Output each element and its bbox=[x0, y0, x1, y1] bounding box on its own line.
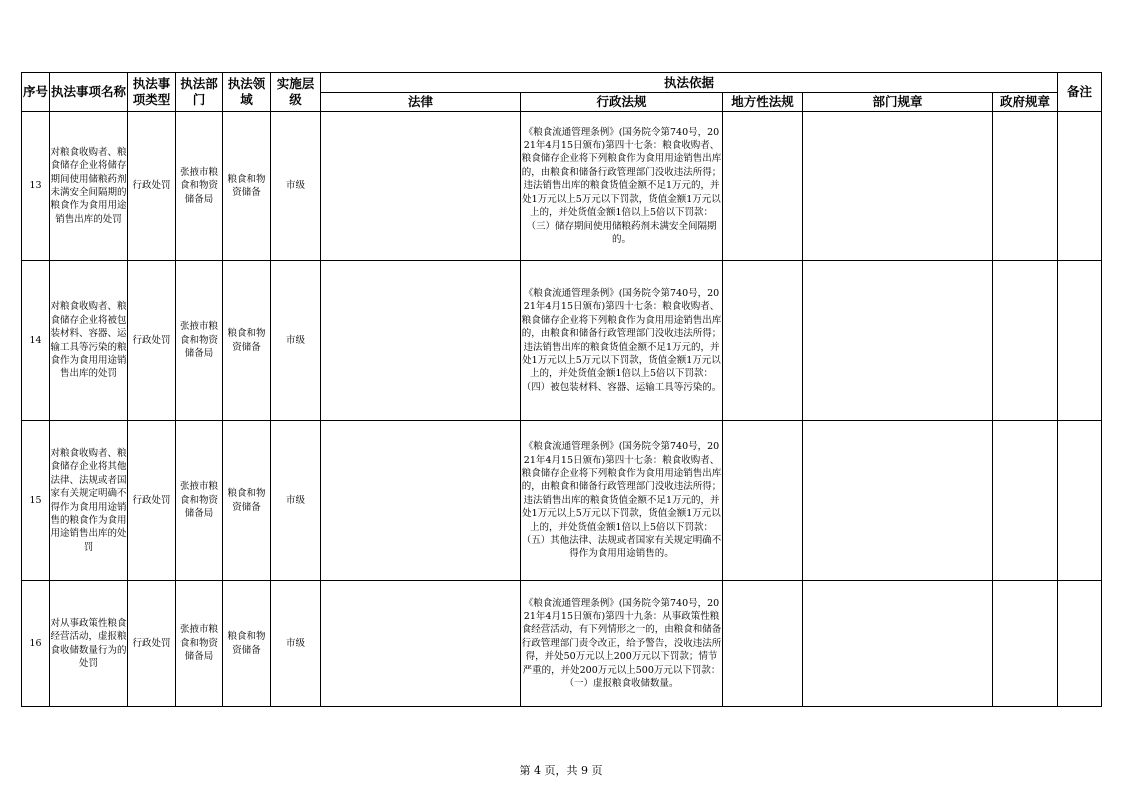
header-department: 执法部门 bbox=[176, 73, 223, 112]
row-item-type: 行政处罚 bbox=[128, 112, 176, 261]
row-level: 市级 bbox=[271, 261, 321, 421]
row-seq: 13 bbox=[22, 112, 50, 261]
row-remark bbox=[1058, 581, 1102, 707]
row-item-name: 对粮食收购者、粮食储存企业将被包装材料、容器、运输工具等污染的粮食作为食用用途销售出库的处罚 bbox=[50, 261, 128, 421]
header-level: 实施层级 bbox=[271, 73, 321, 112]
row-law bbox=[321, 261, 521, 421]
row-government-rule bbox=[993, 581, 1058, 707]
row-government-rule bbox=[993, 421, 1058, 581]
row-level: 市级 bbox=[271, 421, 321, 581]
row-law bbox=[321, 421, 521, 581]
header-seq: 序号 bbox=[22, 73, 50, 112]
row-admin-regulation: 《粮食流通管理条例》(国务院令第740号，2021年4月15日颁布)第四十七条：粮食收购者、粮食储存企业将下列粮食作为食用用途销售出库的，由粮食和储备行政管理部门没收违法所得；违法销售出库的粮食货值金额不足1万元的，并处1万元以上5万元以下罚款，货值金额1万元以上的，并处货值金额1倍以上5倍以下罚款：（五）其他法律、法规或者国家有关规定明确不得作为食用用途销售的。 bbox=[521, 421, 723, 581]
header-basis: 执法依据 bbox=[321, 73, 1058, 93]
table-row bbox=[22, 261, 1102, 421]
header-law: 法律 bbox=[321, 93, 521, 112]
row-department-rule bbox=[803, 421, 993, 581]
row-remark bbox=[1058, 261, 1102, 421]
row-field: 粮食和物资储备 bbox=[223, 581, 271, 707]
row-seq: 16 bbox=[22, 581, 50, 707]
row-item-name: 对从事政策性粮食经营活动，虚报粮食收储数量行为的处罚 bbox=[50, 581, 128, 707]
row-department-rule bbox=[803, 112, 993, 261]
row-item-name: 对粮食收购者、粮食储存企业将储存期间使用储粮药剂未满安全间隔期的粮食作为食用用途销售出库的处罚 bbox=[50, 112, 128, 261]
header-government-rule: 政府规章 bbox=[993, 93, 1058, 112]
row-field: 粮食和物资储备 bbox=[223, 112, 271, 261]
row-local-regulation bbox=[723, 112, 803, 261]
row-seq: 14 bbox=[22, 261, 50, 421]
row-level: 市级 bbox=[271, 581, 321, 707]
row-admin-regulation: 《粮食流通管理条例》(国务院令第740号，2021年4月15日颁布)第四十七条：粮食收购者、粮食储存企业将下列粮食作为食用用途销售出库的，由粮食和储备行政管理部门没收违法所得；违法销售出库的粮食货值金额不足1万元的，并处1万元以上5万元以下罚款，货值金额1万元以上的，并处货值金额1倍以上5倍以下罚款：（四）被包装材料、容器、运输工具等污染的。 bbox=[521, 261, 723, 421]
header-remark: 备注 bbox=[1058, 73, 1102, 112]
row-law bbox=[321, 581, 521, 707]
table-row bbox=[22, 112, 1102, 261]
row-field: 粮食和物资储备 bbox=[223, 261, 271, 421]
row-department: 张掖市粮食和物资储备局 bbox=[176, 421, 223, 581]
row-admin-regulation: 《粮食流通管理条例》(国务院令第740号，2021年4月15日颁布)第四十九条：从事政策性粮食经营活动，有下列情形之一的，由粮食和储备行政管理部门责令改正，给予警告，没收违法所得，并处50万元以上200万元以下罚款；情节严重的，并处200万元以上500万元以下罚款：（一）虚报粮食收储数量。 bbox=[521, 581, 723, 707]
page-number-footer: 第 4 页，共 9 页 bbox=[519, 764, 603, 777]
row-item-type: 行政处罚 bbox=[128, 581, 176, 707]
header-local-regulation: 地方性法规 bbox=[723, 93, 803, 112]
row-government-rule bbox=[993, 261, 1058, 421]
row-local-regulation bbox=[723, 261, 803, 421]
header-item-name: 执法事项名称 bbox=[50, 73, 128, 112]
row-admin-regulation: 《粮食流通管理条例》(国务院令第740号，2021年4月15日颁布)第四十七条：粮食收购者、粮食储存企业将下列粮食作为食用用途销售出库的，由粮食和储备行政管理部门没收违法所得；违法销售出库的粮食货值金额不足1万元的，并处1万元以上5万元以下罚款，货值金额1万元以上的，并处货值金额1倍以上5倍以下罚款：（三）储存期间使用储粮药剂未满安全间隔期的。 bbox=[521, 112, 723, 261]
header-department-rule: 部门规章 bbox=[803, 93, 993, 112]
row-department: 张掖市粮食和物资储备局 bbox=[176, 112, 223, 261]
row-government-rule bbox=[993, 112, 1058, 261]
enforcement-table bbox=[21, 72, 1102, 707]
row-department-rule bbox=[803, 581, 993, 707]
row-local-regulation bbox=[723, 421, 803, 581]
row-law bbox=[321, 112, 521, 261]
row-item-type: 行政处罚 bbox=[128, 421, 176, 581]
table-row bbox=[22, 421, 1102, 581]
header-admin-regulation: 行政法规 bbox=[521, 93, 723, 112]
row-remark bbox=[1058, 112, 1102, 261]
header-item-type: 执法事项类型 bbox=[128, 73, 176, 112]
header-field: 执法领域 bbox=[223, 73, 271, 112]
row-remark bbox=[1058, 421, 1102, 581]
row-item-name: 对粮食收购者、粮食储存企业将其他法律、法规或者国家有关规定明确不得作为食用用途销售的粮食作为食用用途销售出库的处罚 bbox=[50, 421, 128, 581]
row-department: 张掖市粮食和物资储备局 bbox=[176, 261, 223, 421]
row-level: 市级 bbox=[271, 112, 321, 261]
row-local-regulation bbox=[723, 581, 803, 707]
row-field: 粮食和物资储备 bbox=[223, 421, 271, 581]
row-seq: 15 bbox=[22, 421, 50, 581]
row-item-type: 行政处罚 bbox=[128, 261, 176, 421]
row-department: 张掖市粮食和物资储备局 bbox=[176, 581, 223, 707]
table-row bbox=[22, 581, 1102, 707]
header-row-1 bbox=[22, 73, 1102, 93]
row-department-rule bbox=[803, 261, 993, 421]
